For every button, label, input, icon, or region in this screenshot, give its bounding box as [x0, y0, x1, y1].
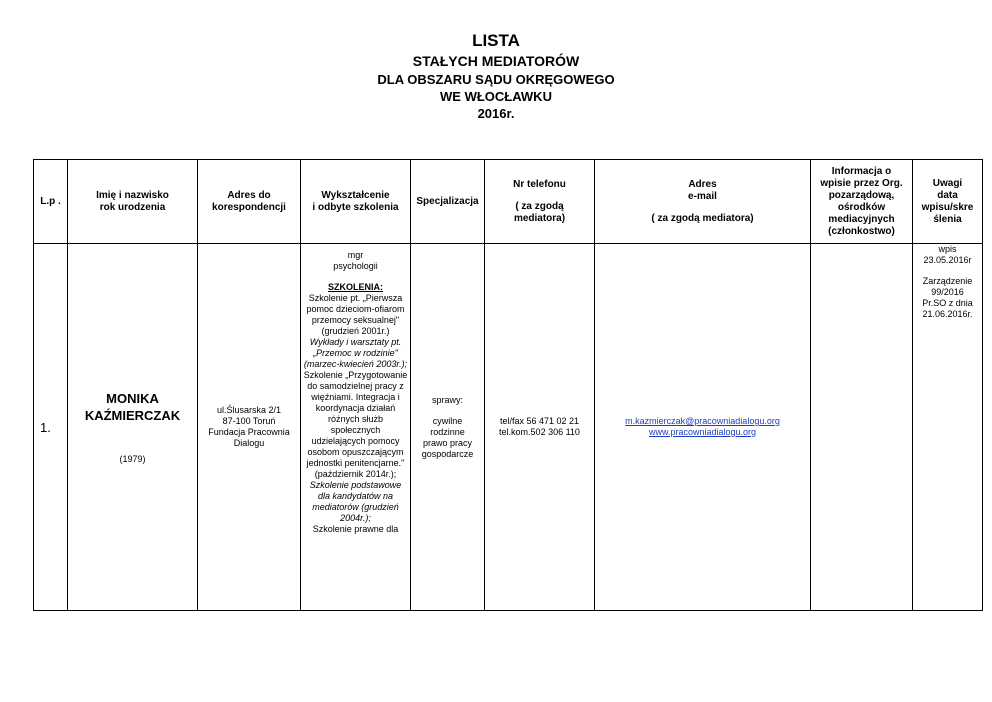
col-email: Adres e-mail ( za zgodą mediatora)	[595, 160, 811, 244]
cell-specialization: sprawy: cywilne rodzinne prawo pracy gospodarcze	[411, 244, 485, 611]
table-header-row	[34, 160, 983, 244]
col-name: Imię i nazwisko rok urodzenia	[68, 160, 198, 244]
col-phone: Nr telefonu ( za zgodą mediatora)	[485, 160, 595, 244]
col-education: Wykształcenie i odbyte szkolenia	[301, 160, 411, 244]
cell-notes: wpis 23.05.2016r Zarządzenie 99/2016 Pr.SO z dnia 21.06.2016r.	[913, 244, 983, 611]
col-specialization: Specjalizacja	[411, 160, 485, 244]
col-notes: Uwagi data wpisu/skre ślenia	[913, 160, 983, 244]
col-address: Adres do korespondencji	[198, 160, 301, 244]
title-lista: LISTA	[472, 31, 520, 50]
col-organization: Informacja o wpisie przez Org. pozarządową, ośrodków mediacyjnych (członkostwo)	[811, 160, 913, 244]
mediators-table	[33, 159, 983, 611]
title-court-area: DLA OBSZARU SĄDU OKRĘGOWEGO	[377, 72, 615, 87]
table-row	[34, 244, 983, 611]
title-mediators: STAŁYCH MEDIATORÓW	[412, 53, 580, 69]
cell-organization	[811, 244, 913, 611]
title-year: 2016r.	[477, 106, 515, 121]
document-header	[0, 30, 992, 122]
email-link[interactable]: m.kazmierczak@pracowniadialogu.org	[625, 416, 780, 426]
cell-name	[68, 244, 198, 611]
cell-lp: 1.	[34, 244, 68, 611]
trainings-heading: SZKOLENIA:	[328, 282, 383, 292]
mediator-birth-year: (1979)	[119, 453, 146, 464]
cell-education: mgr psychologii SZKOLENIA: Szkolenie pt. „Pierwsza pomoc dzieciom-ofiarom przemocy seksualnej" (grudzień 2001r.) Wykłady i warsztaty pt. „Przemoc w rodzinie" (marzec-kwiecień 2003r.); Szkolenie „Przygotowanie do samodzielnej pracy z więźniami. Integracja i koordynacja działań różnych służb społecznych udzielających pomocy osobom opuszczającym jednostki penitencjarne." (październik 2014r.); Szkolenie podstawowe dla kandydatów na mediatorów (grudzień 2004r.); Szkolenie prawne dla	[301, 244, 411, 611]
mediator-last-name: KAŹMIERCZAK	[84, 407, 181, 423]
cell-email	[595, 244, 811, 611]
mediator-first-name: MONIKA	[106, 390, 159, 406]
website-link[interactable]: www.pracowniadialogu.org	[648, 427, 757, 437]
cell-phone: tel/fax 56 471 02 21 tel.kom.502 306 110	[485, 244, 595, 611]
col-lp: L.p .	[34, 160, 68, 244]
cell-address: ul.Ślusarska 2/1 87-100 Toruń Fundacja Pracownia Dialogu	[198, 244, 301, 611]
title-city: WE WŁOCŁAWKU	[440, 89, 552, 104]
